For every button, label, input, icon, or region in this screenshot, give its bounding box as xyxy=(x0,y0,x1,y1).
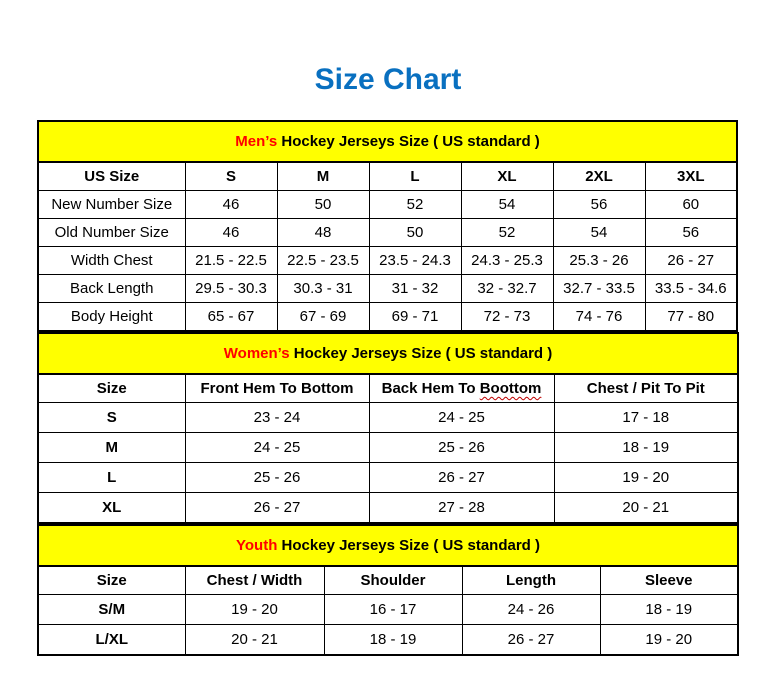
table-row xyxy=(38,433,738,463)
table-cell: 46 xyxy=(185,219,277,247)
mens-header-cell: 2XL xyxy=(553,162,645,191)
youth-banner-highlight: Youth xyxy=(236,537,278,554)
table-cell: 54 xyxy=(461,191,553,219)
table-cell: 19 - 20 xyxy=(185,595,324,625)
table-row xyxy=(38,463,738,493)
table-row xyxy=(38,219,737,247)
womens-section-banner xyxy=(38,333,738,374)
youth-header-row xyxy=(38,566,738,595)
page-title: Size Chart xyxy=(314,63,462,96)
table-cell: 25 - 26 xyxy=(369,433,554,463)
table-cell: 32.7 - 33.5 xyxy=(553,275,645,303)
table-cell: 52 xyxy=(461,219,553,247)
womens-header-cell: Size xyxy=(38,374,185,403)
table-cell: 56 xyxy=(645,219,737,247)
table-cell: 24 - 25 xyxy=(369,403,554,433)
mens-banner-highlight: Men’s xyxy=(235,133,278,150)
table-cell: 30.3 - 31 xyxy=(277,275,369,303)
table-cell: 19 - 20 xyxy=(554,463,738,493)
table-cell: 48 xyxy=(277,219,369,247)
table-cell: 31 - 32 xyxy=(369,275,461,303)
table-cell: 23.5 - 24.3 xyxy=(369,247,461,275)
row-label: S/M xyxy=(38,595,185,625)
table-cell: 25.3 - 26 xyxy=(553,247,645,275)
table-cell: 77 - 80 xyxy=(645,303,737,332)
table-cell: 50 xyxy=(277,191,369,219)
womens-banner-row xyxy=(38,333,738,374)
mens-header-cell: 3XL xyxy=(645,162,737,191)
row-label: XL xyxy=(38,493,185,524)
table-row xyxy=(38,595,738,625)
row-label: Width Chest xyxy=(38,247,185,275)
table-cell: 26 - 27 xyxy=(369,463,554,493)
row-label: Old Number Size xyxy=(38,219,185,247)
table-cell: 20 - 21 xyxy=(185,625,324,656)
table-cell: 21.5 - 22.5 xyxy=(185,247,277,275)
table-cell: 60 xyxy=(645,191,737,219)
table-cell: 17 - 18 xyxy=(554,403,738,433)
mens-section-banner xyxy=(38,121,737,162)
table-row xyxy=(38,247,737,275)
table-cell: 26 - 27 xyxy=(645,247,737,275)
womens-banner-highlight: Women’s xyxy=(223,345,290,362)
table-cell: 22.5 - 23.5 xyxy=(277,247,369,275)
table-row xyxy=(38,493,738,524)
womens-size-table xyxy=(37,332,739,524)
table-cell: 27 - 28 xyxy=(369,493,554,524)
mens-banner-text: Hockey Jerseys Size ( US standard ) xyxy=(277,133,540,150)
youth-header-cell: Size xyxy=(38,566,185,595)
womens-header-back-hem-prefix: Back Hem To xyxy=(381,380,480,397)
youth-header-cell: Chest / Width xyxy=(185,566,324,595)
table-cell: 19 - 20 xyxy=(600,625,738,656)
misspelled-word: Boottom xyxy=(479,380,542,397)
table-cell: 18 - 19 xyxy=(324,625,462,656)
table-cell: 69 - 71 xyxy=(369,303,461,332)
table-cell: 56 xyxy=(553,191,645,219)
table-cell: 26 - 27 xyxy=(462,625,600,656)
table-cell: 18 - 19 xyxy=(554,433,738,463)
row-label: L xyxy=(38,463,185,493)
womens-header-row xyxy=(38,374,738,403)
table-cell: 52 xyxy=(369,191,461,219)
table-row xyxy=(38,275,737,303)
mens-header-cell: M xyxy=(277,162,369,191)
row-label: S xyxy=(38,403,185,433)
table-cell: 23 - 24 xyxy=(185,403,369,433)
table-cell: 32 - 32.7 xyxy=(461,275,553,303)
table-cell: 46 xyxy=(185,191,277,219)
table-cell: 72 - 73 xyxy=(461,303,553,332)
youth-header-cell: Length xyxy=(462,566,600,595)
table-cell: 67 - 69 xyxy=(277,303,369,332)
table-cell: 20 - 21 xyxy=(554,493,738,524)
youth-header-cell: Sleeve xyxy=(600,566,738,595)
table-row xyxy=(38,625,738,656)
row-label: L/XL xyxy=(38,625,185,656)
table-cell: 29.5 - 30.3 xyxy=(185,275,277,303)
table-cell: 25 - 26 xyxy=(185,463,369,493)
table-cell: 24.3 - 25.3 xyxy=(461,247,553,275)
table-cell: 54 xyxy=(553,219,645,247)
table-row xyxy=(38,403,738,433)
mens-size-table xyxy=(37,120,738,332)
row-label: Body Height xyxy=(38,303,185,332)
table-cell: 24 - 26 xyxy=(462,595,600,625)
womens-banner-text: Hockey Jerseys Size ( US standard ) xyxy=(289,345,553,362)
womens-header-cell: Chest / Pit To Pit xyxy=(554,374,738,403)
row-label: Back Length xyxy=(38,275,185,303)
mens-banner-row xyxy=(38,121,737,162)
mens-header-cell: XL xyxy=(461,162,553,191)
youth-banner-text: Hockey Jerseys Size ( US standard ) xyxy=(277,537,540,554)
youth-header-cell: Shoulder xyxy=(324,566,462,595)
table-cell: 74 - 76 xyxy=(553,303,645,332)
mens-header-row xyxy=(38,162,737,191)
table-cell: 26 - 27 xyxy=(185,493,369,524)
womens-header-cell: Front Hem To Bottom xyxy=(185,374,369,403)
mens-header-cell: S xyxy=(185,162,277,191)
table-cell: 33.5 - 34.6 xyxy=(645,275,737,303)
table-cell: 50 xyxy=(369,219,461,247)
youth-section-banner xyxy=(38,525,738,566)
table-cell: 24 - 25 xyxy=(185,433,369,463)
youth-size-table xyxy=(37,524,739,656)
table-cell: 65 - 67 xyxy=(185,303,277,332)
mens-header-cell: L xyxy=(369,162,461,191)
row-label: New Number Size xyxy=(38,191,185,219)
table-cell: 16 - 17 xyxy=(324,595,462,625)
size-chart xyxy=(37,120,739,656)
table-row xyxy=(38,191,737,219)
womens-header-cell xyxy=(369,374,554,403)
row-label: M xyxy=(38,433,185,463)
table-cell: 18 - 19 xyxy=(600,595,738,625)
table-row xyxy=(38,303,737,332)
mens-header-cell: US Size xyxy=(38,162,185,191)
youth-banner-row xyxy=(38,525,738,566)
